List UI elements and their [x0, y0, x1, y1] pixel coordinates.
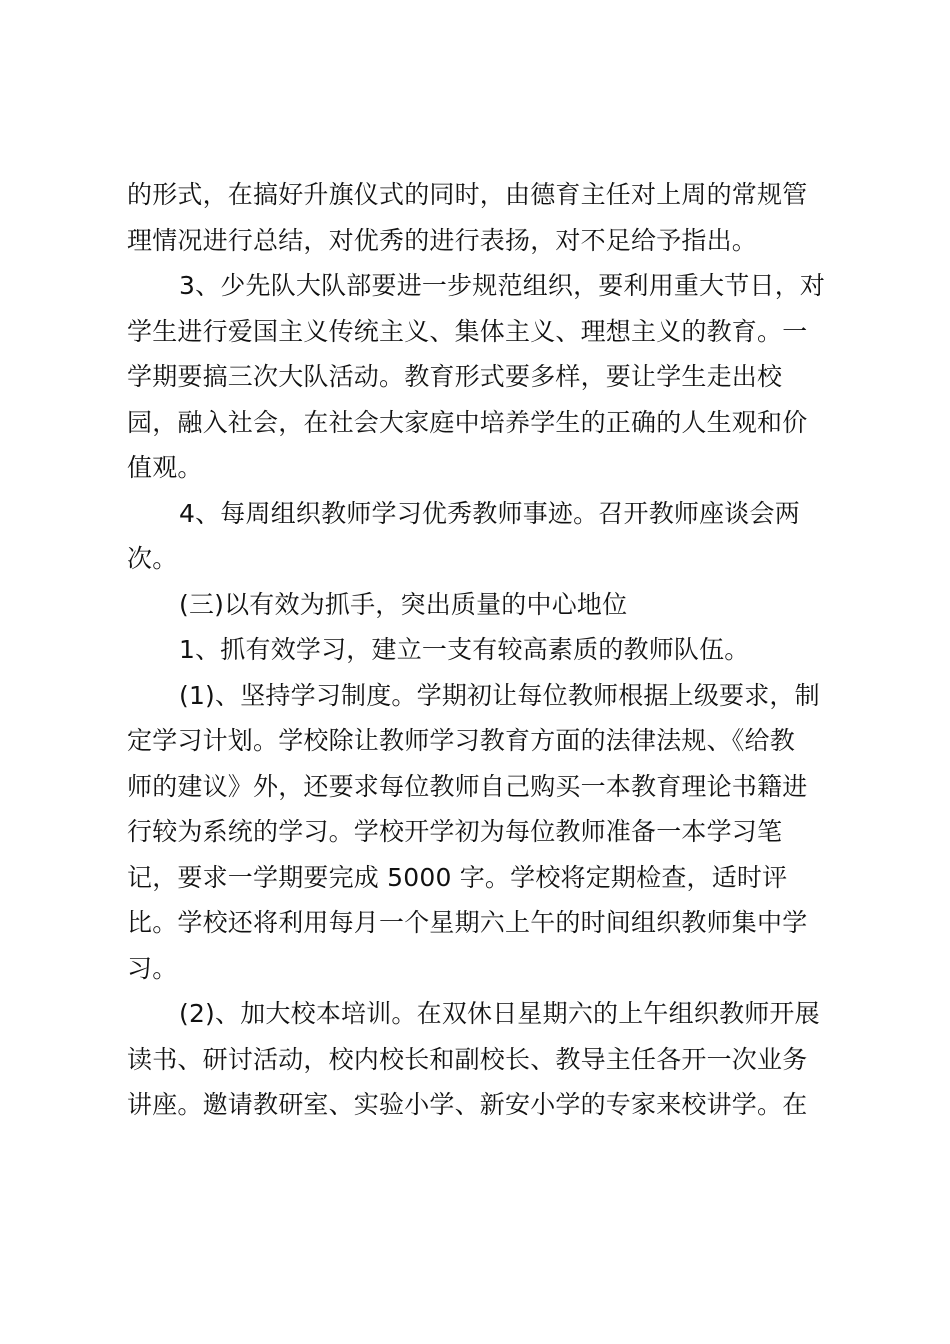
text-line: 习。 — [127, 953, 178, 983]
text-line: 4、每周组织教师学习优秀教师事迹。召开教师座谈会两 — [179, 498, 800, 528]
text-line: 学生进行爱国主义传统主义、集体主义、理想主义的教育。一 — [127, 316, 808, 346]
text-line: 记，要求一学期要完成 5000 字。学校将定期检查，适时评 — [127, 862, 788, 892]
text-line: 师的建议》外，还要求每位教师自己购买一本教育理论书籍进 — [127, 771, 808, 801]
text-line: 3、少先队大队部要进一步规范组织，要利用重大节日，对 — [179, 271, 826, 300]
text-line: 理情况进行总结，对优秀的进行表扬，对不足给予指出。 — [127, 225, 758, 255]
text-line: 行较为系统的学习。学校开学初为每位教师准备一本学习笔 — [127, 817, 783, 846]
text-line: 的形式，在搞好升旗仪式的同时，由德育主任对上周的常规管 — [127, 180, 808, 209]
text-line: 值观。 — [127, 453, 203, 482]
text-line: 学期要搞三次大队活动。教育形式要多样，要让学生走出校 — [127, 362, 783, 391]
text-line: 园，融入社会，在社会大家庭中培养学生的正确的人生观和价 — [127, 407, 808, 437]
text-line: 定学习计划。学校除让教师学习教育方面的法律法规、《给教 — [127, 726, 795, 755]
text-line: (三)以有效为抓手，突出质量的中心地位 — [179, 589, 628, 619]
text-line: (2)、加大校本培训。在双休日星期六的上午组织教师开展 — [179, 999, 820, 1028]
text-line: 1、抓有效学习，建立一支有较高素质的教师队伍。 — [179, 635, 750, 664]
text-line: 读书、研讨活动，校内校长和副校长、教导主任各开一次业务 — [127, 1044, 808, 1074]
document-body — [127, 172, 847, 1128]
text-line: 次。 — [127, 544, 178, 573]
text-line: 讲座。邀请教研室、实验小学、新安小学的专家来校讲学。在 — [127, 1090, 808, 1119]
text-line: 比。学校还将利用每月一个星期六上午的时间组织教师集中学 — [127, 908, 808, 937]
text-line: (1)、坚持学习制度。学期初让每位教师根据上级要求，制 — [179, 680, 820, 710]
